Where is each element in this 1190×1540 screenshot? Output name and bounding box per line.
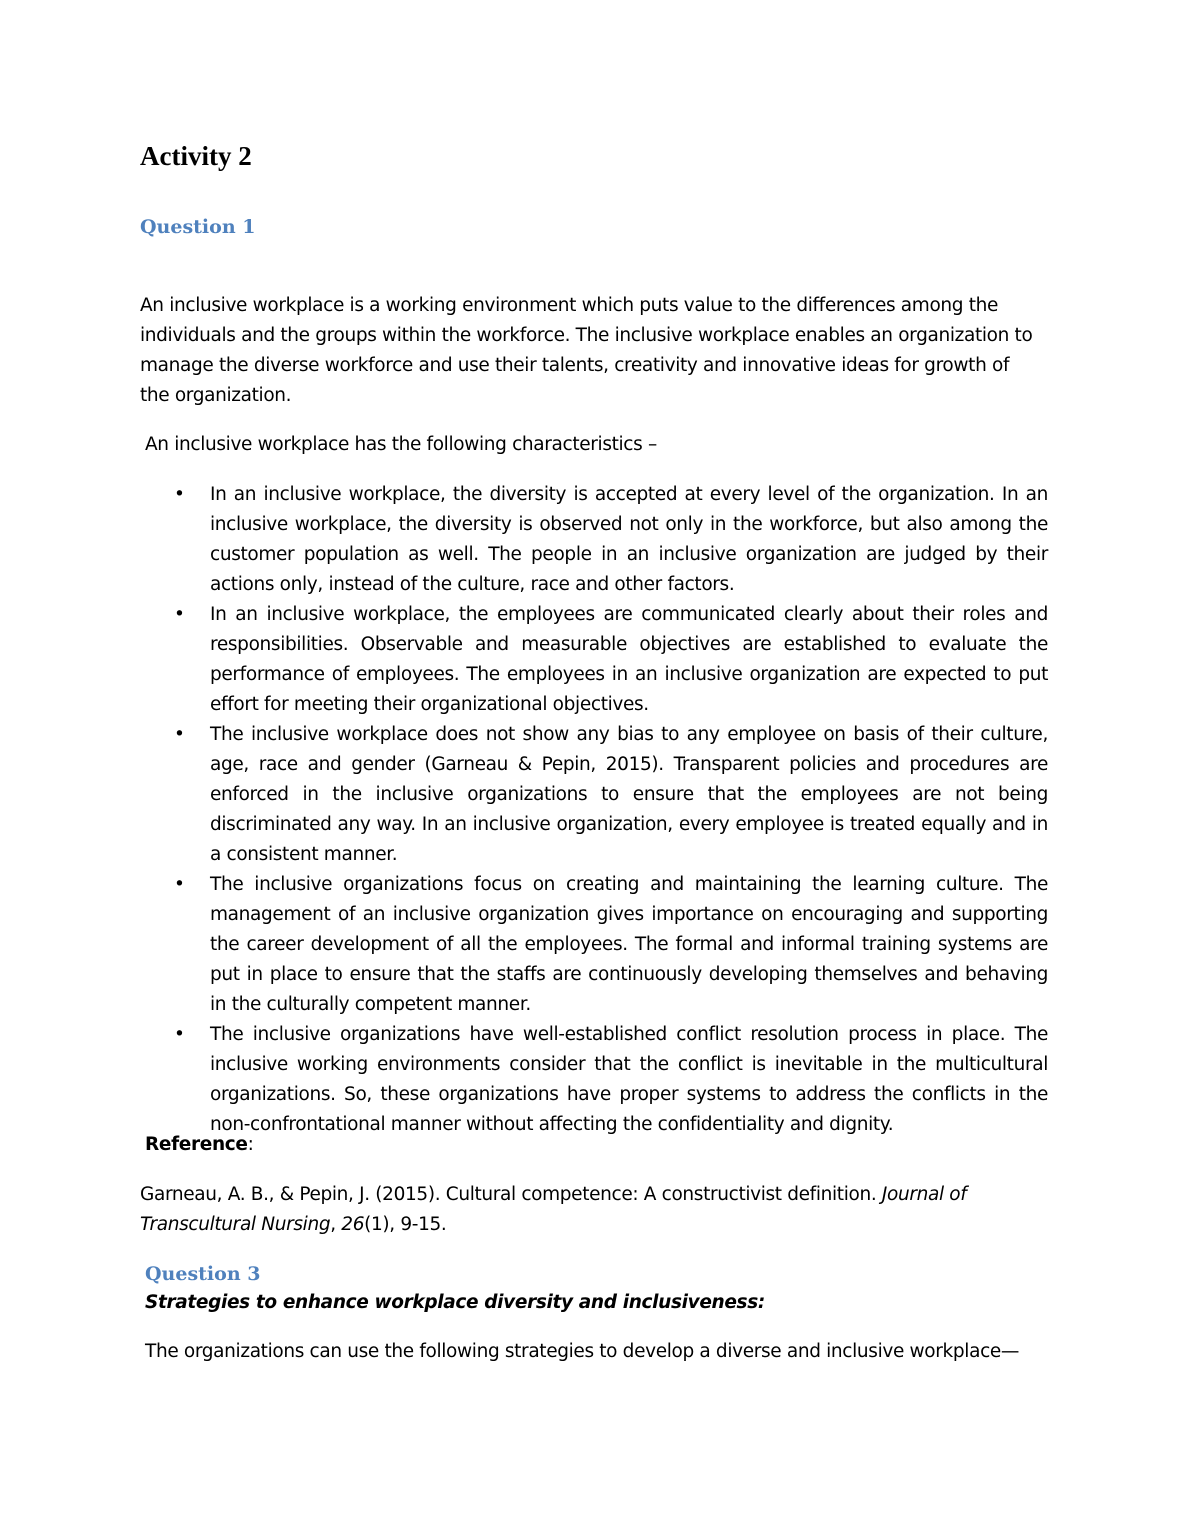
citation-volume: 26 — [341, 1214, 365, 1235]
bullet-icon: • — [174, 874, 185, 895]
citation-separator: , — [330, 1214, 342, 1235]
list-item — [140, 720, 1048, 870]
bullet-icon: • — [174, 604, 185, 625]
list-item — [140, 600, 1048, 720]
reference-label-text: Reference — [145, 1134, 248, 1155]
bullet-icon: • — [174, 484, 185, 505]
strategies-intro: The organizations can use the following strategies to develop a diverse and inclusive workplace— — [145, 1341, 1020, 1362]
list-item-text: The inclusive workplace does not show any bias to any employee on basis of their culture, age, race and gender (Garneau & Pepin, 2015). Transparent policies and procedures are enforced in the inclusive organizations to ensure that the employees are not being discriminated any way. In an inclusive organization, every employee is treated equally and in a consistent manner. — [210, 724, 1048, 865]
reference-label — [145, 1130, 253, 1160]
question-3-heading: Question 3 — [145, 1263, 261, 1285]
bullet-icon: • — [174, 1024, 185, 1045]
reference-colon: : — [247, 1134, 254, 1155]
list-item-text: The inclusive organizations focus on creating and maintaining the learning culture. The management of an inclusive organization gives importance on encouraging and supporting the career development of all the employees. The formal and informal training systems are put in place to ensure that the staffs are continuously developing themselves and behaving in the culturally competent manner. — [210, 874, 1048, 1015]
characteristics-intro: An inclusive workplace has the following characteristics – — [145, 434, 657, 455]
list-item — [140, 1020, 1048, 1140]
reference-citation — [140, 1180, 1040, 1240]
question-1-heading: Question 1 — [140, 216, 256, 238]
list-item-text: In an inclusive workplace, the employees are communicated clearly about their roles and responsibilities. Observable and measurable objectives are established to evaluate the performance of employees. The employees in an inclusive organization are expected to put effort for meeting their organizational objectives. — [210, 604, 1048, 715]
list-item-text: In an inclusive workplace, the diversity is accepted at every level of the organization. In an inclusive workplace, the diversity is observed not only in the workforce, but also among the customer population as well. The people in an inclusive organization are judged by their actions only, instead of the culture, race and other factors. — [210, 484, 1048, 595]
citation-authors-title: Garneau, A. B., & Pepin, J. (2015). Cultural competence: A constructivist definition. — [140, 1184, 882, 1205]
activity-title: Activity 2 — [140, 141, 252, 171]
inclusive-workplace-definition: An inclusive workplace is a working environment which puts value to the differences among the individuals and the groups within the workforce. The inclusive workplace enables an organization to manage the diverse workforce and use their talents, creativity and innovative ideas for growth of the organization. — [140, 295, 1033, 406]
bullet-icon: • — [174, 724, 185, 745]
list-item — [140, 870, 1048, 1020]
citation-pages: (1), 9-15. — [364, 1214, 447, 1235]
citation-journal: Journal of Transcultural Nursing — [140, 1184, 967, 1235]
characteristics-list — [140, 480, 1048, 1140]
strategies-subheading: Strategies to enhance workplace diversity and inclusiveness: — [145, 1292, 765, 1313]
list-item-text: The inclusive organizations have well-established conflict resolution process in place. The inclusive working environments consider that the conflict is inevitable in the multicultural organizations. So, these organizations have proper systems to address the conflicts in the non-confrontational manner without affecting the confidentiality and dignity. — [210, 1024, 1048, 1135]
list-item — [140, 480, 1048, 600]
